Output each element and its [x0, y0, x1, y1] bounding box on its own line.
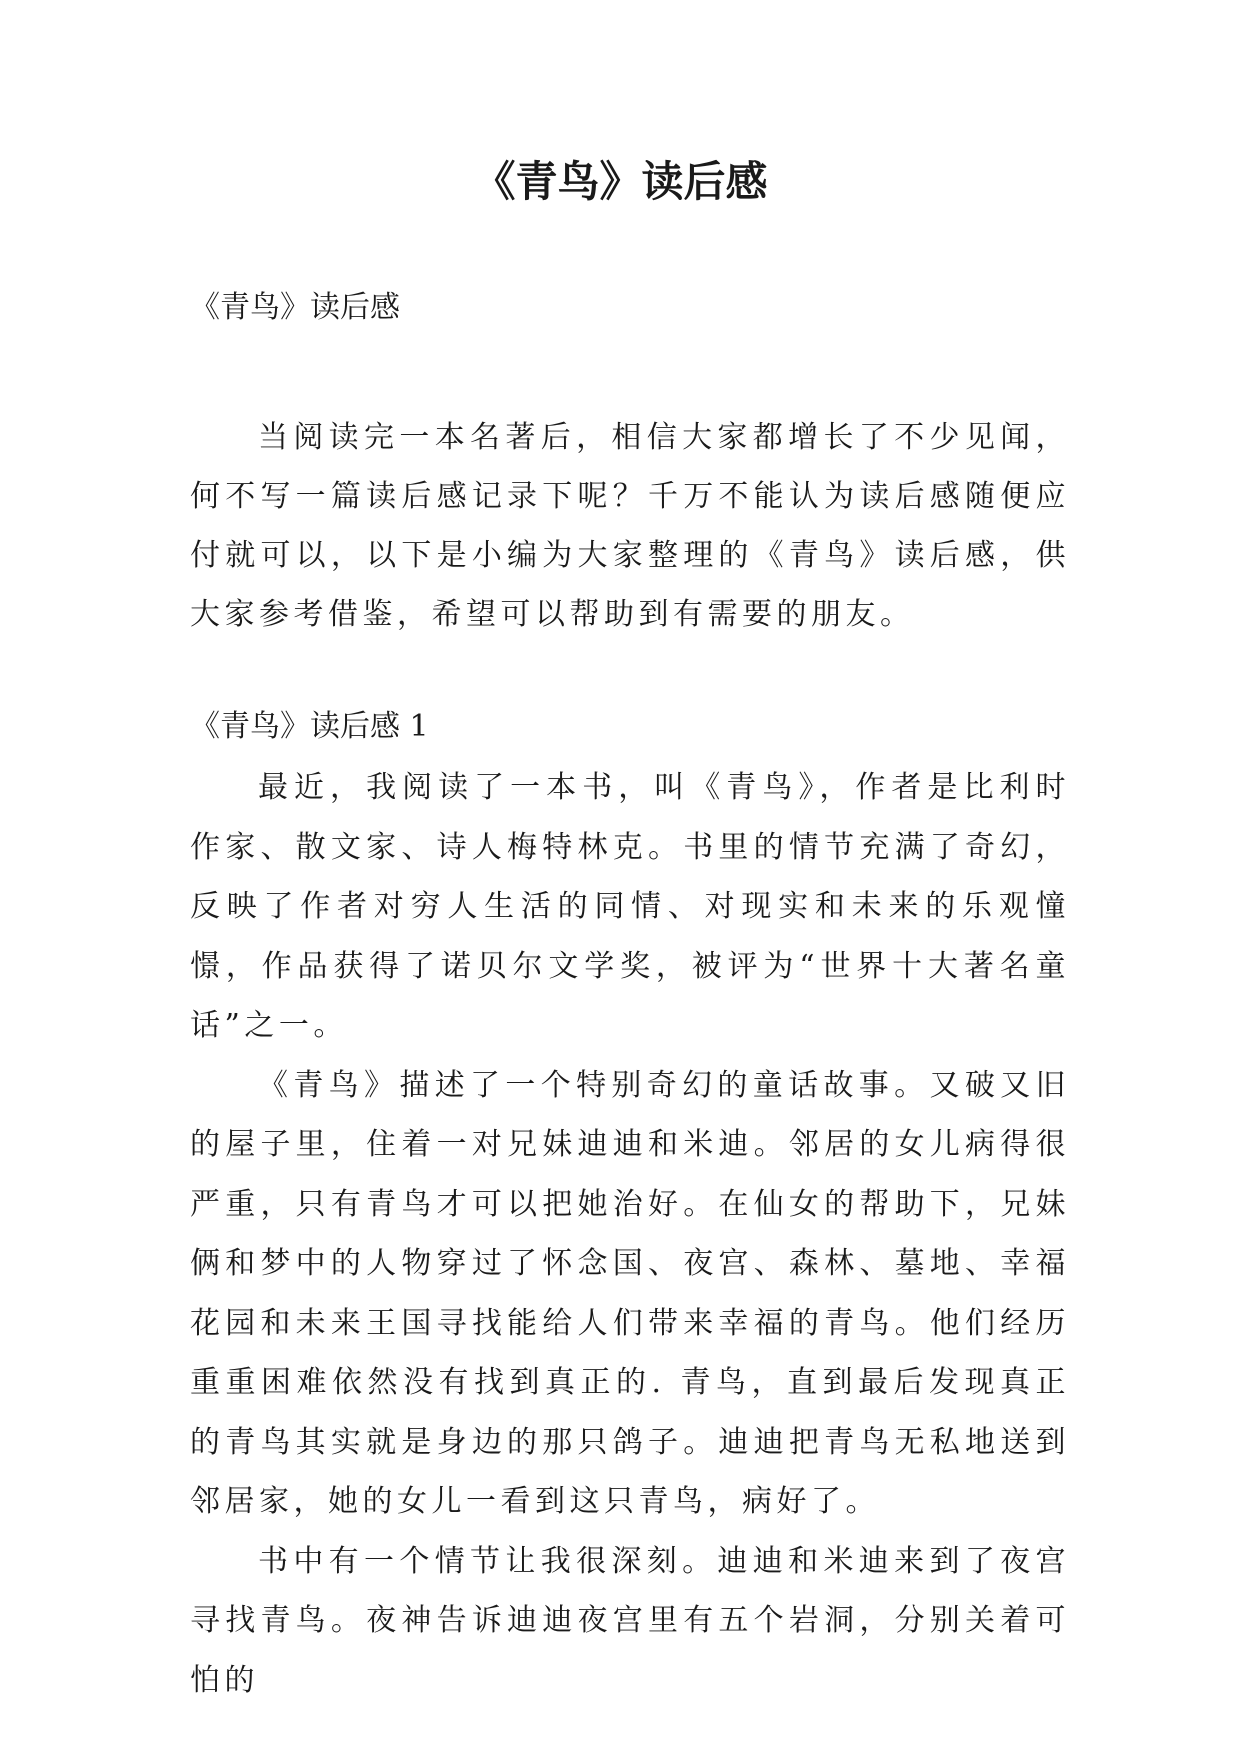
section-heading: 《青鸟》读后感 1	[190, 709, 429, 744]
body-paragraph: 书中有一个情节让我很深刻。迪迪和米迪来到了夜宫寻找青鸟。夜神告诉迪迪夜宫里有五个岩洞，分别关着可怕的	[190, 1543, 1070, 1698]
document-title: 《青鸟》读后感	[473, 157, 768, 206]
section-body	[190, 758, 1070, 1710]
body-paragraph: 最近，我阅读了一本书，叫《青鸟》，作者是比利时作家、散文家、诗人梅特林克。书里的情节充满了奇幻，反映了作者对穷人生活的同情、对现实和未来的乐观憧憬，作品获得了诺贝尔文学奖，被评为“世界十大著名童话”之一。	[190, 770, 1070, 1043]
document-subtitle: 《青鸟》读后感	[190, 290, 400, 325]
intro-paragraph: 当阅读完一本名著后，相信大家都增长了不少见闻，何不写一篇读后感记录下呢？千万不能认为读后感随便应付就可以，以下是小编为大家整理的《青鸟》读后感，供大家参考借鉴，希望可以帮助到有需要的朋友。	[190, 420, 1070, 632]
body-paragraph: 《青鸟》描述了一个特别奇幻的童话故事。又破又旧的屋子里，住着一对兄妹迪迪和米迪。邻居的女儿病得很严重，只有青鸟才可以把她治好。在仙女的帮助下，兄妹俩和梦中的人物穿过了怀念国、夜宫、森林、墓地、幸福花园和未来王国寻找能给人们带来幸福的青鸟。他们经历重重困难依然没有找到真正的. 青鸟，直到最后发现真正的青鸟其实就是身边的那只鸽子。迪迪把青鸟无私地送到邻居家，她的女儿一看到这只青鸟，病好了。	[190, 1067, 1070, 1519]
